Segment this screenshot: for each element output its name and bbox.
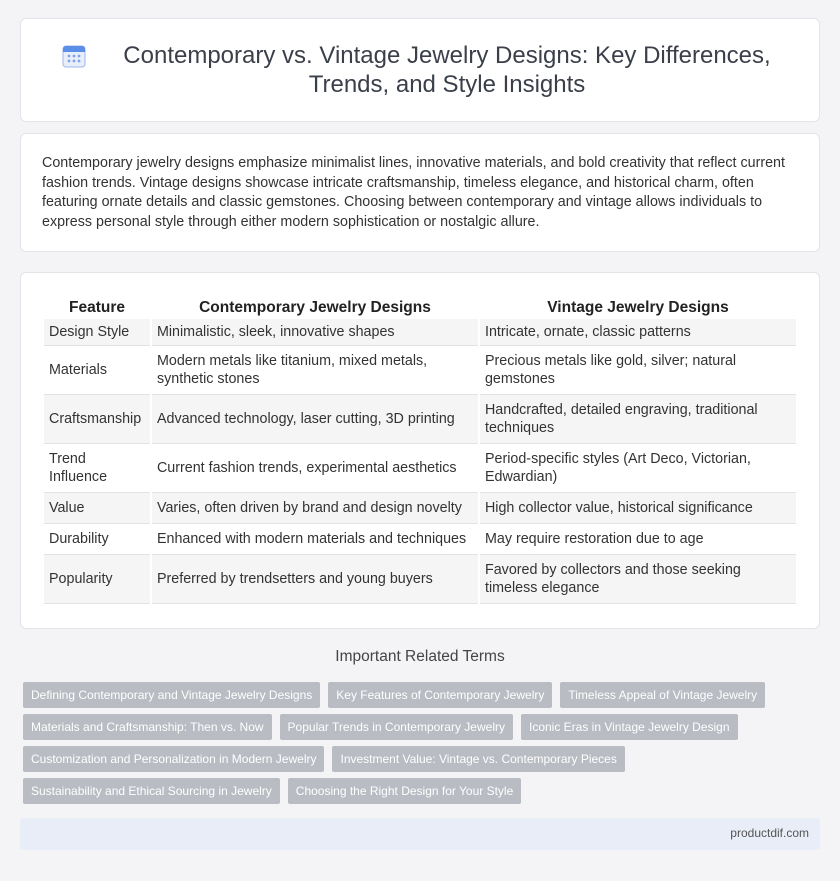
vintage-cell: High collector value, historical significance [480, 493, 796, 524]
vintage-cell: Intricate, ornate, classic patterns [480, 319, 796, 346]
feature-cell: Trend Influence [44, 444, 150, 493]
vintage-cell: Period-specific styles (Art Deco, Victorian, Edwardian) [480, 444, 796, 493]
column-header-vintage: Vintage Jewelry Designs [547, 299, 729, 316]
vintage-cell: Favored by collectors and those seeking timeless elegance [480, 555, 796, 604]
table-row [44, 493, 796, 524]
intro-card [20, 133, 820, 252]
title-row [21, 19, 819, 121]
footer [20, 818, 820, 850]
contemporary-cell: Minimalistic, sleek, innovative shapes [152, 319, 478, 346]
related-term-link[interactable]: Customization and Personalization in Modern Jewelry [23, 746, 324, 772]
table-row [44, 319, 796, 346]
related-term-link[interactable]: Investment Value: Vintage vs. Contemporary Pieces [332, 746, 624, 772]
vintage-cell: Handcrafted, detailed engraving, traditional techniques [480, 395, 796, 444]
feature-cell: Durability [44, 524, 150, 555]
contemporary-cell: Enhanced with modern materials and techniques [152, 524, 478, 555]
table-row [44, 346, 796, 395]
table-row [44, 555, 796, 604]
related-term-link[interactable]: Iconic Eras in Vintage Jewelry Design [521, 714, 738, 740]
related-terms-title: Important Related Terms [335, 648, 505, 665]
table-row [44, 395, 796, 444]
vintage-cell: Precious metals like gold, silver; natural gemstones [480, 346, 796, 395]
table-row [44, 524, 796, 555]
vintage-cell: May require restoration due to age [480, 524, 796, 555]
footer-site-link[interactable]: productdif.com [730, 826, 809, 840]
contemporary-cell: Advanced technology, laser cutting, 3D printing [152, 395, 478, 444]
related-term-link[interactable]: Materials and Craftsmanship: Then vs. Now [23, 714, 272, 740]
related-term-link[interactable]: Sustainability and Ethical Sourcing in Jewelry [23, 778, 280, 804]
page-title: Contemporary vs. Vintage Jewelry Designs: Key Differences, Trends, and Style Insights [123, 42, 771, 98]
contemporary-cell: Preferred by trendsetters and young buyers [152, 555, 478, 604]
intro-paragraph: Contemporary jewelry designs emphasize minimalist lines, innovative materials, and bold creativity that reflect current fashion trends. Vintage designs showcase intricate craftsmanship, timeless elegance, and historical charm, often featuring ornate details and classic gemstones. Choosing between contemporary and vintage allows individuals to express personal style through either modern sophistication or nostalgic allure. [42, 155, 785, 230]
feature-cell: Craftsmanship [44, 395, 150, 444]
related-term-link[interactable]: Choosing the Right Design for Your Style [288, 778, 521, 804]
contemporary-cell: Modern metals like titanium, mixed metals, synthetic stones [152, 346, 478, 395]
column-header-contemporary: Contemporary Jewelry Designs [199, 299, 431, 316]
comparison-table [42, 297, 798, 604]
related-term-link[interactable]: Key Features of Contemporary Jewelry [328, 682, 552, 708]
related-terms-section [20, 648, 820, 798]
table-row [44, 444, 796, 493]
table-header-row [44, 297, 796, 319]
comparison-card [20, 272, 820, 629]
related-term-link[interactable]: Timeless Appeal of Vintage Jewelry [560, 682, 765, 708]
related-term-link[interactable]: Defining Contemporary and Vintage Jewelry Designs [23, 682, 320, 708]
related-terms-list [23, 682, 813, 804]
feature-cell: Materials [44, 346, 150, 395]
calendar-icon [61, 43, 87, 69]
title-card [20, 18, 820, 122]
feature-cell: Design Style [44, 319, 150, 346]
column-header-feature: Feature [68, 299, 125, 316]
contemporary-cell: Varies, often driven by brand and design novelty [152, 493, 478, 524]
related-term-link[interactable]: Popular Trends in Contemporary Jewelry [280, 714, 513, 740]
contemporary-cell: Current fashion trends, experimental aesthetics [152, 444, 478, 493]
feature-cell: Value [44, 493, 150, 524]
feature-cell: Popularity [44, 555, 150, 604]
